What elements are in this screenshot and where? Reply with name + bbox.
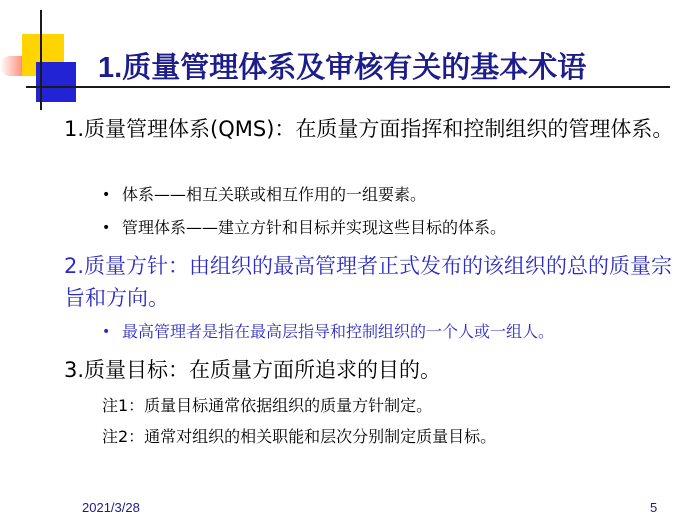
bullet-item <box>102 320 554 344</box>
bullet-dot-icon: • <box>102 187 111 203</box>
term-text: 质量方针：由组织的最高管理者正式发布的该组织的总的质量宗旨和方向。 <box>64 254 673 310</box>
term-index: 3. <box>64 358 85 382</box>
bullet-dot-icon: • <box>102 324 111 340</box>
term-text: 质量目标：在质量方面所追求的目的。 <box>84 358 442 382</box>
term-item-3 <box>64 354 679 386</box>
bullet-text: 最高管理者是指在最高层指导和控制组织的一个人或一组人。 <box>122 322 555 341</box>
term-index: 1. <box>64 117 85 141</box>
term-index: 2. <box>64 254 85 278</box>
vertical-rule <box>40 10 42 110</box>
note-line: 注2：通常对组织的相关职能和层次分别制定质量目标。 <box>102 427 497 446</box>
term-text: 质量管理体系(QMS)：在质量方面指挥和控制组织的管理体系。 <box>84 117 674 141</box>
slide-title-text: 质量管理体系及审核有关的基本术语 <box>122 50 587 84</box>
bullet-text: 体系——相互关联或相互作用的一组要素。 <box>122 185 427 204</box>
term-item-2 <box>64 250 679 314</box>
slide-title <box>98 49 586 86</box>
bullet-item <box>102 216 506 240</box>
slide-title-number: 1. <box>98 52 123 84</box>
footer-date: 2021/3/28 <box>82 500 140 515</box>
title-underline-rule <box>26 86 670 88</box>
blue-square-decoration <box>36 62 76 102</box>
page-number: 5 <box>650 500 658 515</box>
bullet-item <box>102 183 426 207</box>
term-item-1 <box>64 113 679 145</box>
note-line: 注1：质量目标通常依据组织的质量方针制定。 <box>102 396 433 415</box>
bullet-text: 管理体系——建立方针和目标并实现这些目标的体系。 <box>122 218 507 237</box>
bullet-dot-icon: • <box>102 220 111 236</box>
